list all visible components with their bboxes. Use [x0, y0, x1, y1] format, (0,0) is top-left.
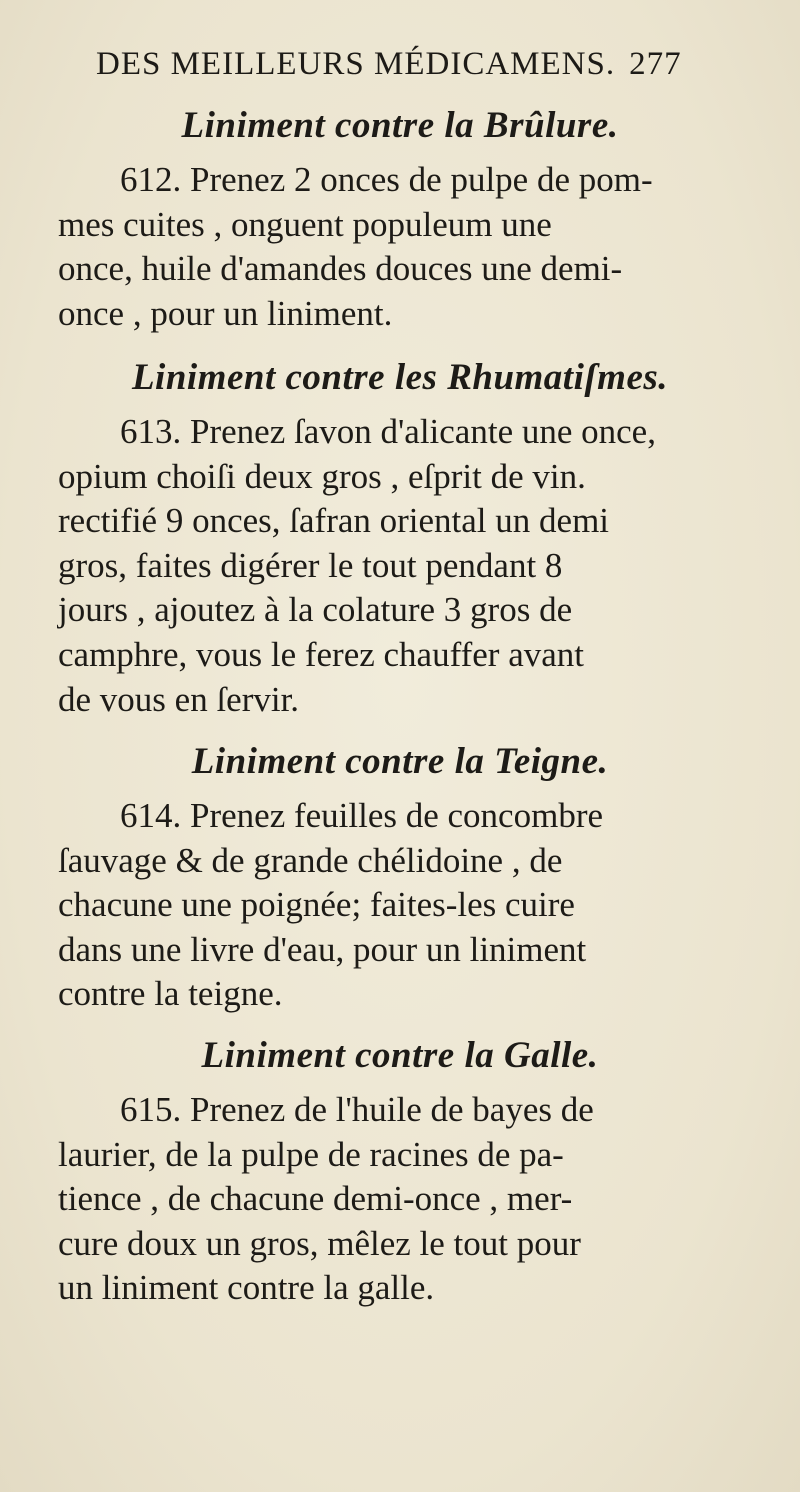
text-line: 613. Prenez ſavon d'alicante une once,	[120, 412, 656, 451]
text-line: 614. Prenez feuilles de concombre	[120, 796, 604, 835]
text-line: tience , de chacune demi-once , mer-	[58, 1179, 573, 1219]
text-line: ſauvage & de grande chélidoine , de	[58, 840, 563, 880]
running-head	[96, 46, 716, 83]
text-line: once , pour un liniment.	[58, 293, 393, 333]
text-line: rectifié 9 onces, ſafran oriental un demi	[58, 501, 610, 541]
text-line: dans une livre d'eau, pour un liniment	[58, 929, 587, 969]
section-title-brulure: Liniment contre la Brûlure.	[181, 105, 619, 146]
paragraph-612	[58, 158, 738, 336]
text-line: once, huile d'amandes douces une demi-	[58, 249, 623, 289]
text-line: 615. Prenez de l'huile de bayes de	[120, 1090, 594, 1129]
text-line: de vous en ſervir.	[58, 679, 300, 719]
text-line: gros, faites digérer le tout pendant 8	[58, 545, 563, 585]
text-line: opium choiſi deux gros , eſprit de vin.	[58, 456, 586, 496]
text-line: chacune une poignée; faites-les cuire	[58, 885, 575, 925]
text-line: contre la teigne.	[58, 974, 283, 1014]
section-title-galle: Liniment contre la Galle.	[201, 1035, 599, 1076]
text-line: camphre, vous le ferez chauffer avant	[58, 634, 585, 674]
text-line: un liniment contre la galle.	[58, 1268, 435, 1308]
text-line: mes cuites , onguent populeum une	[58, 204, 552, 244]
text-line: 612. Prenez 2 onces de pulpe de pom-	[120, 160, 653, 199]
section-title-rhumatismes: Liniment contre les Rhumatiſmes.	[131, 357, 669, 398]
section-title-teigne: Liniment contre la Teigne.	[191, 741, 609, 782]
paragraph-615	[58, 1088, 738, 1311]
page-number: 277	[629, 46, 682, 82]
paragraph-613	[58, 410, 738, 722]
running-title: DES MEILLEURS MÉDICAMENS.	[96, 46, 616, 82]
text-line: jours , ajoutez à la colature 3 gros de	[58, 590, 573, 630]
paragraph-614	[58, 794, 738, 1017]
text-line: cure doux un gros, mêlez le tout pour	[58, 1223, 581, 1263]
text-line: laurier, de la pulpe de racines de pa-	[58, 1134, 564, 1174]
